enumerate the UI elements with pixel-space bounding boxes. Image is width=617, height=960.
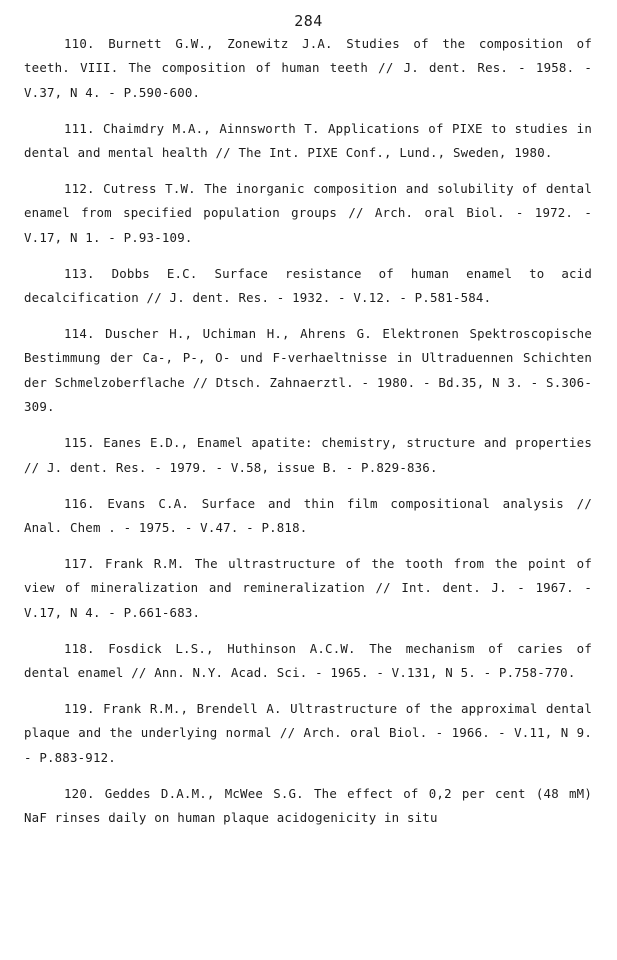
- reference-entry: 110. Burnett G.W., Zonewitz J.A. Studies of the composition of teeth. VIII. The composition of human teeth // J. dent. Res. - 1958. - V.37, N 4. - P.590-600.: [24, 36, 592, 100]
- reference-entry: 118. Fosdick L.S., Huthinson A.C.W. The mechanism of caries of dental enamel // Ann. N.Y. Acad. Sci. - 1965. - V.131, N 5. - P.758-770.: [24, 640, 592, 680]
- reference-entry: 119. Frank R.M., Brendell A. Ultrastructure of the approximal dental plaque and the underlying normal // Arch. oral Biol. - 1966. - V.11, N 9. - P.883-912.: [24, 700, 592, 765]
- reference-entry: 116. Evans C.A. Surface and thin film compositional analysis // Anal. Chem . - 1975. - V.47. - P.818.: [24, 495, 592, 535]
- page-number: 284: [294, 12, 323, 30]
- reference-entry: 111. Chaimdry M.A., Ainnsworth T. Applications of PIXE to studies in dental and mental health // The Int. PIXE Conf., Lund., Sweden, 1980.: [24, 120, 592, 161]
- reference-entry: 120. Geddes D.A.M., McWee S.G. The effect of 0,2 per cent (48 mM) NaF rinses daily on human plaque acidogenicity in situ: [24, 785, 592, 825]
- reference-list: [24, 32, 592, 842]
- reference-entry: 113. Dobbs E.C. Surface resistance of human enamel to acid decalcification // J. dent. Res. - 1932. - V.12. - P.581-584.: [24, 265, 592, 306]
- reference-entry: 115. Eanes E.D., Enamel apatite: chemistry, structure and properties // J. dent. Res. - 1979. - V.58, issue B. - P.829-836.: [24, 435, 592, 475]
- reference-entry: 117. Frank R.M. The ultrastructure of the tooth from the point of view of mineralization and remineralization // Int. dent. J. - 1967. - V.17, N 4. - P.661-683.: [24, 555, 592, 620]
- reference-entry: 112. Cutress T.W. The inorganic composition and solubility of dental enamel from specified population groups // Arch. oral Biol. - 1972. - V.17, N 1. - P.93-109.: [24, 181, 592, 245]
- reference-entry: 114. Duscher H., Uchiman H., Ahrens G. Elektronen Spektroscopische Bestimmung der Ca-, P-, O- und F-verhaeltnisse in Ultraduennen Schichten der Schmelzoberflache // Dtsch. Zahnaerztl. - 1980. - Bd.35, N 3. - S.306-309.: [24, 326, 592, 415]
